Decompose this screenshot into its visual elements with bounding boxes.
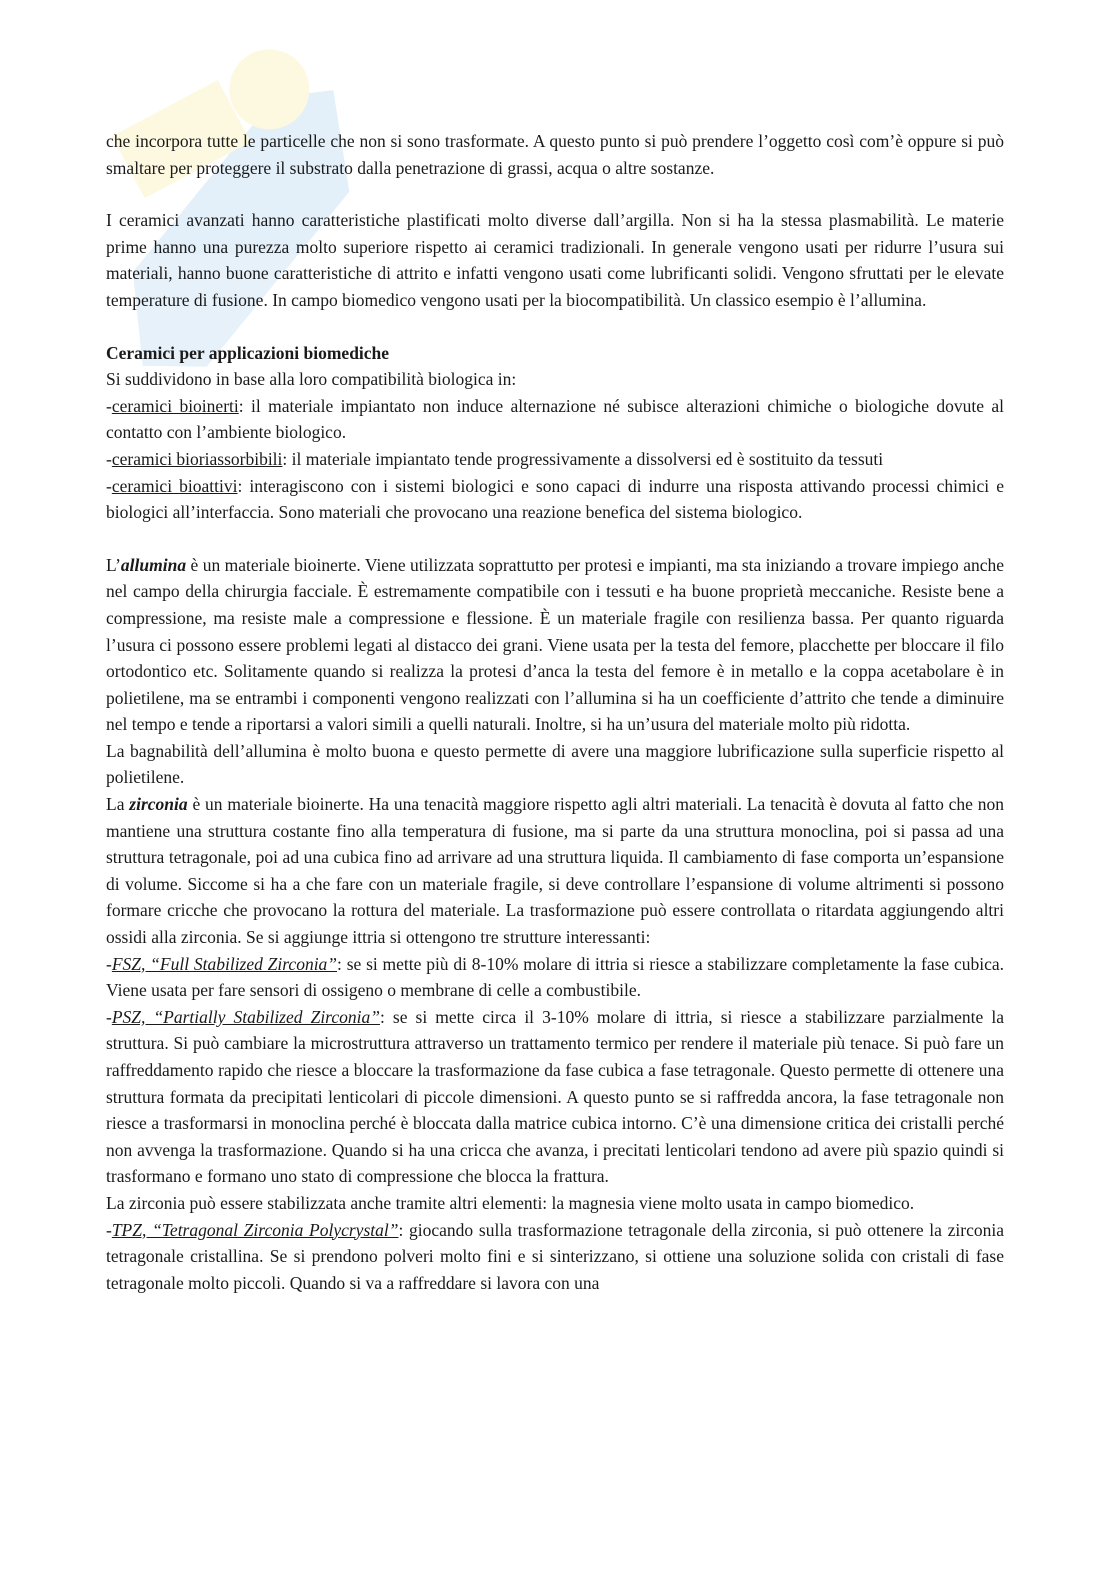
- dash: -: [106, 448, 112, 469]
- allumina-prefix: L’: [106, 554, 121, 575]
- spacer: [106, 314, 1004, 340]
- paragraph-advanced-ceramics: I ceramici avanzati hanno caratteristiche plastificati molto diverse dall’argilla. Non si ha la stessa plasmabilità. Le materie prime hanno una purezza molto superiore rispetto ai ceramici tradizionali. In generale vengono usati per ridurre l’usura sui materiali, hanno buone caratteristiche di attrito e infatti vengono usati come lubrificanti solidi. Vengono sfruttati per le elevate temperature di fusione. In campo biomedico vengono usati per la biocompatibilità. Un classico esempio è l’allumina.: [106, 210, 1004, 310]
- dash: -: [106, 1006, 112, 1027]
- paragraph-intro: che incorpora tutte le particelle che non si sono trasformate. A questo punto si può prendere l’oggetto così com’è oppure si può smaltare per proteggere il substrato dalla penetrazione di grassi, acqua o altre sostanze.: [106, 131, 1004, 178]
- dash: -: [106, 395, 112, 416]
- desc-allumina: è un materiale bioinerte. Viene utilizzata soprattutto per protesi e impianti, ma sta iniziando a trovare impiego anche nel campo della chirurgia facciale. È estremamente compatibile con i tessuti e ha buone proprietà meccaniche. Resiste bene a compressione, ma resiste male a compressione e flessione. È un materiale fragile con resilienza bassa. Per quanto riguarda l’usura ci possono essere problemi legati al distacco dei grani. Viene usata per la testa del femore, placchette per bloccare il filo ortodontico etc. Solitamente quando si realizza la protesi d’anca la testa del femore è in metallo e la coppa acetabolare è in polietilene, ma se entrambi i componenti vengono realizzati con l’allumina si ha un coefficiente d’attrito che tende a diminuire nel tempo e tende a riportarsi a valori simili a quelli naturali. Inoltre, si ha un’usura del materiale molto più ridotta.: [106, 554, 1004, 735]
- dash: -: [106, 1219, 112, 1240]
- desc-zirconia: è un materiale bioinerte. Ha una tenacità maggiore rispetto agli altri materiali. La tenacità è dovuta al fatto che non mantiene una struttura costante fino alla temperatura di fusione, ma si parte da una struttura monoclina, poi si passa ad una struttura tetragonale, poi ad una cubica fino ad arrivare ad una struttura liquida. Il cambiamento di fase comporta un’espansione di volume. Siccome si ha a che fare con un materiale fragile, si deve controllare l’espansione di volume altrimenti si possono formare cricche che provocano la rottura del materiale. La trasformazione può essere controllata o ritardata aggiungendo altri ossidi alla zirconia. Se si aggiunge ittria si ottengono tre strutture interessanti:: [106, 794, 1004, 948]
- classification-intro: Si suddividono in base alla loro compatibilità biologica in:: [106, 369, 517, 390]
- desc-bioattivi: : interagiscono con i sistemi biologici e sono capaci di indurre una risposta attivando processi chimici e biologici all’interfaccia. Sono materiali che provocano una reazione benefica del sistema biologico.: [106, 475, 1005, 523]
- term-psz: PSZ, “Partially Stabilized Zirconia”: [111, 1006, 380, 1027]
- dash: -: [106, 953, 112, 974]
- list-item-bioriassorbibili: [106, 446, 1004, 473]
- list-item-bioattivi: [106, 473, 1004, 526]
- paragraph-bagnabilita: La bagnabilità dell’allumina è molto buona e questo permette di avere una maggiore lubrificazione sulla superficie rispetto al polietilene.: [106, 740, 1004, 788]
- list-item-tpz: [106, 1217, 1004, 1297]
- desc-bioriassorbibili: : il materiale impiantato tende progressivamente a dissolversi ed è sostituito da tessuti: [282, 448, 884, 469]
- spacer: [106, 526, 1004, 552]
- list-item-bioinerti: [106, 393, 1004, 446]
- term-fsz: FSZ, “Full Stabilized Zirconia”: [111, 953, 338, 974]
- term-bioriassorbibili: ceramici bioriassorbibili: [111, 448, 283, 469]
- paragraph-zirconia: [106, 791, 1004, 951]
- desc-tpz: : giocando sulla trasformazione tetragonale della zirconia, si può ottenere la zirconia tetragonale cristallina. Se si prendono polveri molto fini e si sinterizzano, si ottiene una soluzione solida con cristali di fase tetragonale molto piccoli. Quando si va a raffreddare si lavora con una: [106, 1219, 1004, 1293]
- term-zirconia: zirconia: [129, 794, 188, 815]
- list-item-psz: [106, 1004, 1004, 1190]
- term-allumina: allumina: [120, 554, 187, 575]
- spacer: [106, 181, 1004, 207]
- zirconia-prefix: La: [106, 794, 130, 815]
- list-item-fsz: [106, 951, 1004, 1004]
- desc-psz: : se si mette circa il 3-10% molare di ittria, si riesce a stabilizzare parzialmente la struttura. Si può cambiare la microstruttura attraverso un trattamento termico per rendere il materiale più tenace. Si può fare un raffreddamento rapido che riesce a bloccare la trasformazione da fase cubica a fase tetragonale. Questo permette di ottenere una struttura formata da precipitati lenticolari di piccole dimensioni. A questo punto se si raffredda ancora, la fase tetragonale non riesce a trasformarsi in monoclina perché è bloccata dalla matrice cubica intorno. C’è una dimensione critica dei cristalli perché non avvenga la trasformazione. Quando si ha una cricca che avanza, i precitati lenticolari tendono ad avere più spazio quindi si trasformano e formano uno stato di compressione che blocca la frattura.: [106, 1006, 1004, 1187]
- term-tpz: TPZ, “Tetragonal Zirconia Polycrystal”: [111, 1219, 399, 1240]
- section-heading: Ceramici per applicazioni biomediche: [106, 342, 390, 363]
- term-bioinerti: ceramici bioinerti: [111, 395, 239, 416]
- term-bioattivi: ceramici bioattivi: [111, 475, 238, 496]
- desc-fsz: : se si mette più di 8-10% molare di ittria si riesce a stabilizzare completamente la fase cubica. Viene usata per fare sensori di ossigeno o membrane di celle a combustibile.: [106, 953, 1004, 1001]
- document-page: [106, 128, 1004, 1296]
- desc-bioinerti: : il materiale impiantato non induce alternazione né subisce alterazioni chimiche o biologiche dovute al contatto con l’ambiente biologico.: [106, 395, 1004, 443]
- paragraph-magnesia: La zirconia può essere stabilizzata anche tramite altri elementi: la magnesia viene molto usata in campo biomedico.: [106, 1192, 915, 1213]
- paragraph-allumina: [106, 552, 1004, 738]
- dash: -: [106, 475, 112, 496]
